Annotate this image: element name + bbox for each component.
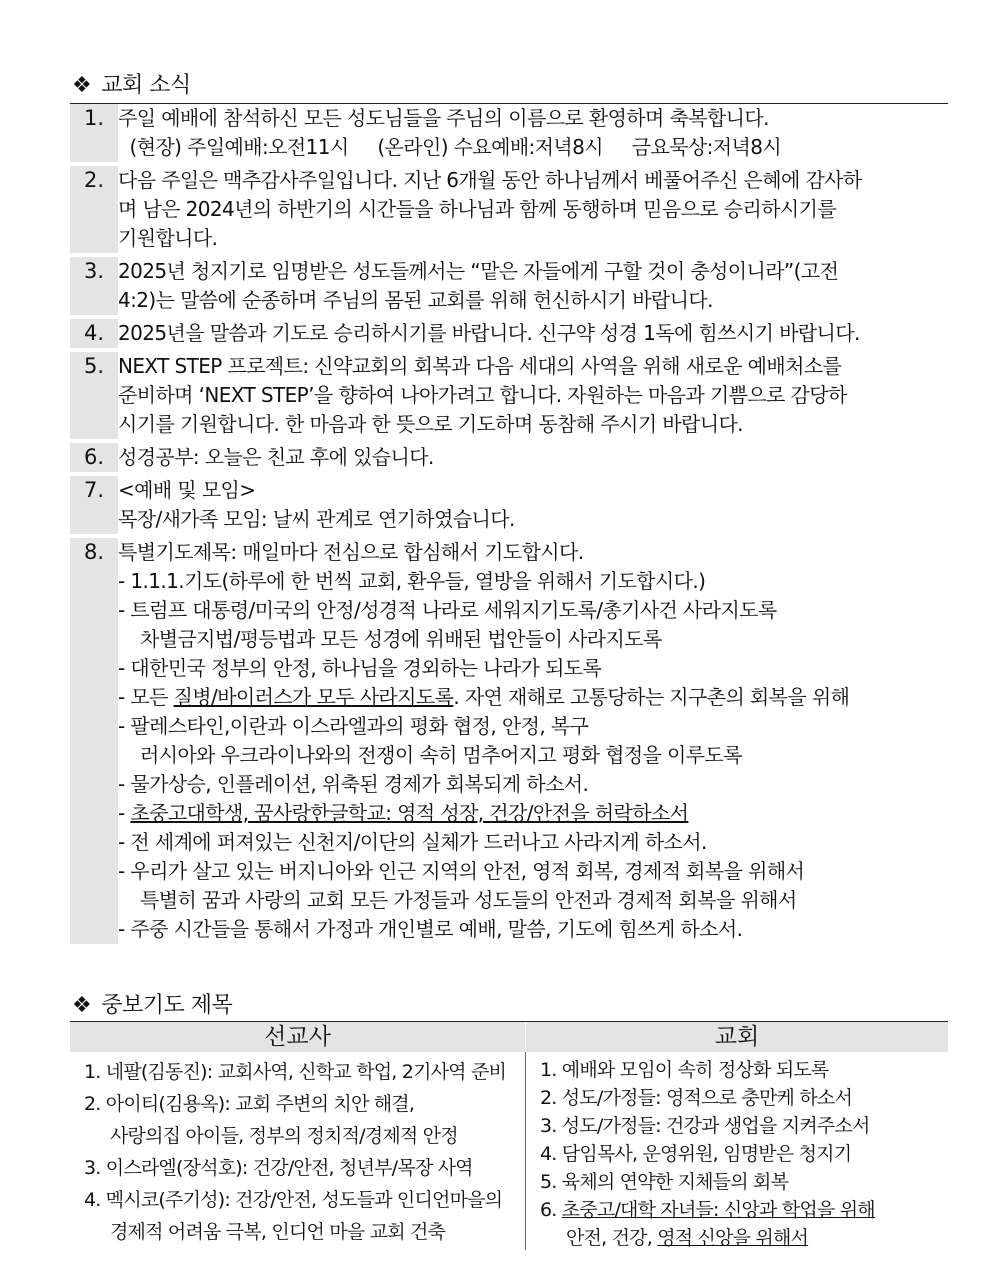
- church-row: 4. 담임목사, 운영위원, 임명받은 청지기: [540, 1143, 852, 1165]
- missionary-row: 1. 네팔(김동진): 교회사역, 신학교 학업, 2기사역 준비: [84, 1061, 507, 1083]
- diamond-bullet-icon: ❖: [72, 993, 92, 1018]
- news-line: (현장) 주일예배:오전11시 (온라인) 수요예배:저녁8시 금요묵상:저녁8시: [118, 135, 782, 159]
- news-text: [118, 104, 948, 162]
- prayer-text: -: [118, 801, 131, 825]
- news-line: 다음 주일은 맥추감사주일입니다. 지난 6개월 동안 하나님께서 베풀어주신 은혜에 감사하: [118, 168, 862, 192]
- prayer-subitem: [118, 683, 942, 712]
- news-line: 준비하며 ‘NEXT STEP’을 향하여 나아가려고 합니다. 자원하는 마음과 기쁨으로 감당하: [118, 383, 847, 407]
- prayer-table: [70, 1022, 948, 1250]
- news-item: [70, 166, 948, 253]
- news-list: [70, 104, 948, 944]
- news-line: 성경공부: 오늘은 친교 후에 있습니다.: [118, 445, 434, 469]
- prayer-subitem-cont: 특별히 꿈과 사랑의 교회 모든 가정들과 성도들의 안전과 경제적 회복을 위해서: [140, 888, 797, 912]
- prayer-subitem: [118, 799, 942, 828]
- church-row: 5. 육체의 연약한 지체들의 회복: [540, 1171, 789, 1193]
- prayer-subitem-cont: 차별금지법/평등법과 모든 성경에 위배된 법안들이 사라지도록: [140, 627, 662, 651]
- church-row: [540, 1196, 875, 1224]
- news-line: 4:2)는 말씀에 순종하며 주님의 몸된 교회를 위해 헌신하시기 바랍니다.: [118, 288, 713, 312]
- news-item: [70, 352, 948, 439]
- news-section-title: [72, 72, 191, 100]
- missionary-column: [84, 1058, 506, 1246]
- news-item: [70, 443, 948, 472]
- prayer-section-title: [72, 992, 232, 1020]
- news-number: 3.: [70, 257, 118, 315]
- missionary-row-cont: 사랑의집 아이들, 정부의 정치적/경제적 안정: [110, 1125, 458, 1147]
- prayer-text-underlined: 초중고대학생, 꿈사랑한글학교: 영적 성장, 건강/안전을 허락하소서: [130, 801, 689, 825]
- church-row: 1. 예배와 모임이 속히 정상화 되도록: [540, 1059, 829, 1081]
- prayer-text: . 자연 재해로 고통당하는 지구촌의 회복을 위해: [453, 685, 850, 709]
- missionary-row: 2. 아이티(김용옥): 교회 주변의 치안 해결,: [84, 1093, 415, 1115]
- news-item: [70, 476, 948, 534]
- news-text: [118, 443, 948, 472]
- news-text: [118, 538, 948, 944]
- news-title-text: 교회 소식: [101, 73, 191, 98]
- news-number: 2.: [70, 166, 118, 253]
- prayer-text-underlined: 질병/바이러스가 모두 사라지도록: [173, 685, 454, 709]
- news-text: [118, 166, 948, 253]
- news-text: [118, 476, 948, 534]
- prayer-subitem: - 대한민국 정부의 안정, 하나님을 경외하는 나라가 되도록: [118, 656, 602, 680]
- missionary-row-cont: 경제적 어려움 극복, 인디언 마을 교회 건축: [110, 1221, 446, 1243]
- diamond-bullet-icon: ❖: [72, 73, 92, 98]
- prayer-subitem-cont: 러시아와 우크라이나와의 전쟁이 속히 멈추어지고 평화 협정을 이루도록: [140, 743, 742, 767]
- prayer-subitem: - 우리가 살고 있는 버지니아와 인근 지역의 안전, 영적 회복, 경제적 회복을 위해서: [118, 859, 805, 883]
- prayer-subitem: - 물가상승, 인플레이션, 위축된 경제가 회복되게 하소서.: [118, 772, 589, 796]
- missionary-row: 3. 이스라엘(장석호): 건강/안전, 청년부/목장 사역: [84, 1157, 473, 1179]
- church-row: 3. 성도/가정들: 건강과 생업을 지켜주소서: [540, 1115, 870, 1137]
- prayer-title-text: 중보기도 제목: [101, 993, 233, 1018]
- news-line: 기원합니다.: [118, 226, 218, 250]
- prayer-subitem: - 전 세계에 퍼져있는 신천지/이단의 실체가 드러나고 사라지게 하소서.: [118, 830, 707, 854]
- news-line: 2025년을 말씀과 기도로 승리하시기를 바랍니다. 신구약 성경 1독에 힘쓰시기 바랍니다.: [118, 321, 860, 345]
- missionary-header: 선교사: [70, 1022, 525, 1052]
- news-text: [118, 319, 948, 348]
- church-row-cont: [540, 1224, 875, 1252]
- news-text: [118, 352, 948, 439]
- news-number: 7.: [70, 476, 118, 534]
- news-line: NEXT STEP 프로젝트: 신약교회의 회복과 다음 세대의 사역을 위해 새로운 예배처소를: [118, 354, 842, 378]
- news-line: 주일 예배에 참석하신 모든 성도님들을 주님의 이름으로 환영하며 축복합니다.: [118, 106, 769, 130]
- prayer-subitem: - 주중 시간들을 통해서 가정과 개인별로 예배, 말씀, 기도에 힘쓰게 하소서.: [118, 917, 743, 941]
- church-column: [540, 1056, 875, 1252]
- church-row: 2. 성도/가정들: 영적으로 충만케 하소서: [540, 1087, 852, 1109]
- news-item-prayer: [70, 538, 948, 944]
- church-text: 안전, 건강,: [566, 1227, 658, 1249]
- prayer-heading: 특별기도제목: 매일마다 전심으로 합심해서 기도합시다.: [118, 540, 584, 564]
- news-number: 8.: [70, 538, 118, 944]
- news-number: 6.: [70, 443, 118, 472]
- news-item: [70, 257, 948, 315]
- news-number: 1.: [70, 104, 118, 162]
- news-line: 며 남은 2024년의 하반기의 시간들을 하나님과 함께 동행하며 믿음으로 승리하시기를: [118, 197, 837, 221]
- news-line: 2025년 청지기로 임명받은 성도들께서는 “맡은 자들에게 구할 것이 충성이니라”(고전: [118, 259, 839, 283]
- prayer-subitem: - 1.1.1.기도(하루에 한 번씩 교회, 환우들, 열방을 위해서 기도합시다.): [118, 569, 706, 593]
- prayer-text: - 모든: [118, 685, 174, 709]
- prayer-subitem: - 트럼프 대통령/미국의 안정/성경적 나라로 세워지기도록/총기사건 사라지도록: [118, 598, 777, 622]
- news-line: 목장/새가족 모임: 날씨 관계로 연기하였습니다.: [118, 507, 515, 531]
- church-header: 교회: [526, 1022, 948, 1052]
- news-item: [70, 104, 948, 162]
- church-text: 6.: [540, 1199, 562, 1221]
- news-number: 4.: [70, 319, 118, 348]
- column-divider: [525, 1052, 526, 1250]
- church-text-underlined: 영적 신앙을 위해서: [657, 1227, 809, 1249]
- church-text-underlined: 초중고/대학 자녀들: 신앙과 학업을 위해: [561, 1199, 875, 1221]
- prayer-subitem: - 팔레스타인,이란과 이스라엘과의 평화 협정, 안정, 복구: [118, 714, 589, 738]
- news-number: 5.: [70, 352, 118, 439]
- news-line: 시기를 기원합니다. 한 마음과 한 뜻으로 기도하며 동참해 주시기 바랍니다.: [118, 412, 743, 436]
- news-line: <예배 및 모임>: [118, 478, 256, 502]
- missionary-row: 4. 멕시코(주기성): 건강/안전, 성도들과 인디언마을의: [84, 1189, 503, 1211]
- news-item: [70, 319, 948, 348]
- news-text: [118, 257, 948, 315]
